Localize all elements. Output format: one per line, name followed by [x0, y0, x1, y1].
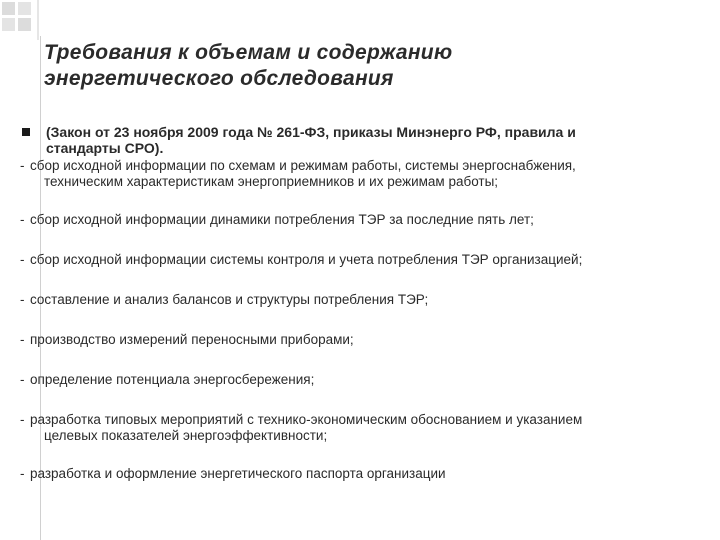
slide-title [44, 40, 664, 92]
list-item-text: определение потенциала энергосбережения; [30, 372, 315, 387]
corner-square-4 [18, 18, 31, 31]
list-item-text: сбор исходной информации динамики потребления ТЭР за последние пять лет; [30, 212, 534, 227]
list-item-text: разработка и оформление энергетического паспорта организации [30, 466, 446, 481]
dash-marker: - [20, 332, 25, 347]
dash-marker: - [20, 466, 25, 481]
list-item-text: сбор исходной информации по схемам и режимам работы, системы энергоснабжения, [30, 158, 576, 173]
slide-title-line-1: Требования к объемам и содержанию [44, 41, 453, 64]
square-bullet-icon [22, 128, 30, 136]
list-item-text-cont: целевых показателей энергоэффективности; [44, 428, 328, 443]
law-reference-line-1: (Закон от 23 ноября 2009 года № 261-ФЗ, приказы Минэнерго РФ, правила и [46, 124, 576, 140]
dash-marker: - [20, 292, 25, 307]
list-item-4 [20, 292, 700, 308]
dash-marker: - [20, 252, 25, 267]
list-item-6 [20, 372, 700, 388]
list-item-text: составление и анализ балансов и структуры потребления ТЭР; [30, 292, 429, 307]
list-item-text-cont: техническим характеристикам энергоприемников и их режимам работы; [44, 174, 499, 189]
list-item-text: разработка типовых мероприятий с технико-экономическим обоснованием и указанием [30, 412, 583, 427]
list-item-5 [20, 332, 700, 348]
list-item-8 [20, 466, 700, 482]
list-item-1 [20, 158, 700, 190]
list-item-text: сбор исходной информации системы контроля и учета потребления ТЭР организацией; [30, 252, 583, 267]
list-item-text: производство измерений переносными приборами; [30, 332, 354, 347]
slide-content [20, 124, 700, 482]
slide-title-line-2: энергетического обследования [44, 67, 394, 90]
list-item-2 [20, 212, 700, 228]
corner-square-1 [2, 2, 15, 15]
law-reference-line-2: стандарты СРО). [46, 140, 164, 156]
dash-marker: - [20, 372, 25, 387]
list-item-3 [20, 252, 700, 268]
corner-square-2 [18, 2, 31, 15]
corner-square-3 [2, 18, 15, 31]
corner-decoration [0, 0, 60, 40]
list-item-7 [20, 412, 700, 444]
dash-marker: - [20, 158, 25, 173]
dash-marker: - [20, 212, 25, 227]
dash-marker: - [20, 412, 25, 427]
law-reference [20, 124, 700, 156]
